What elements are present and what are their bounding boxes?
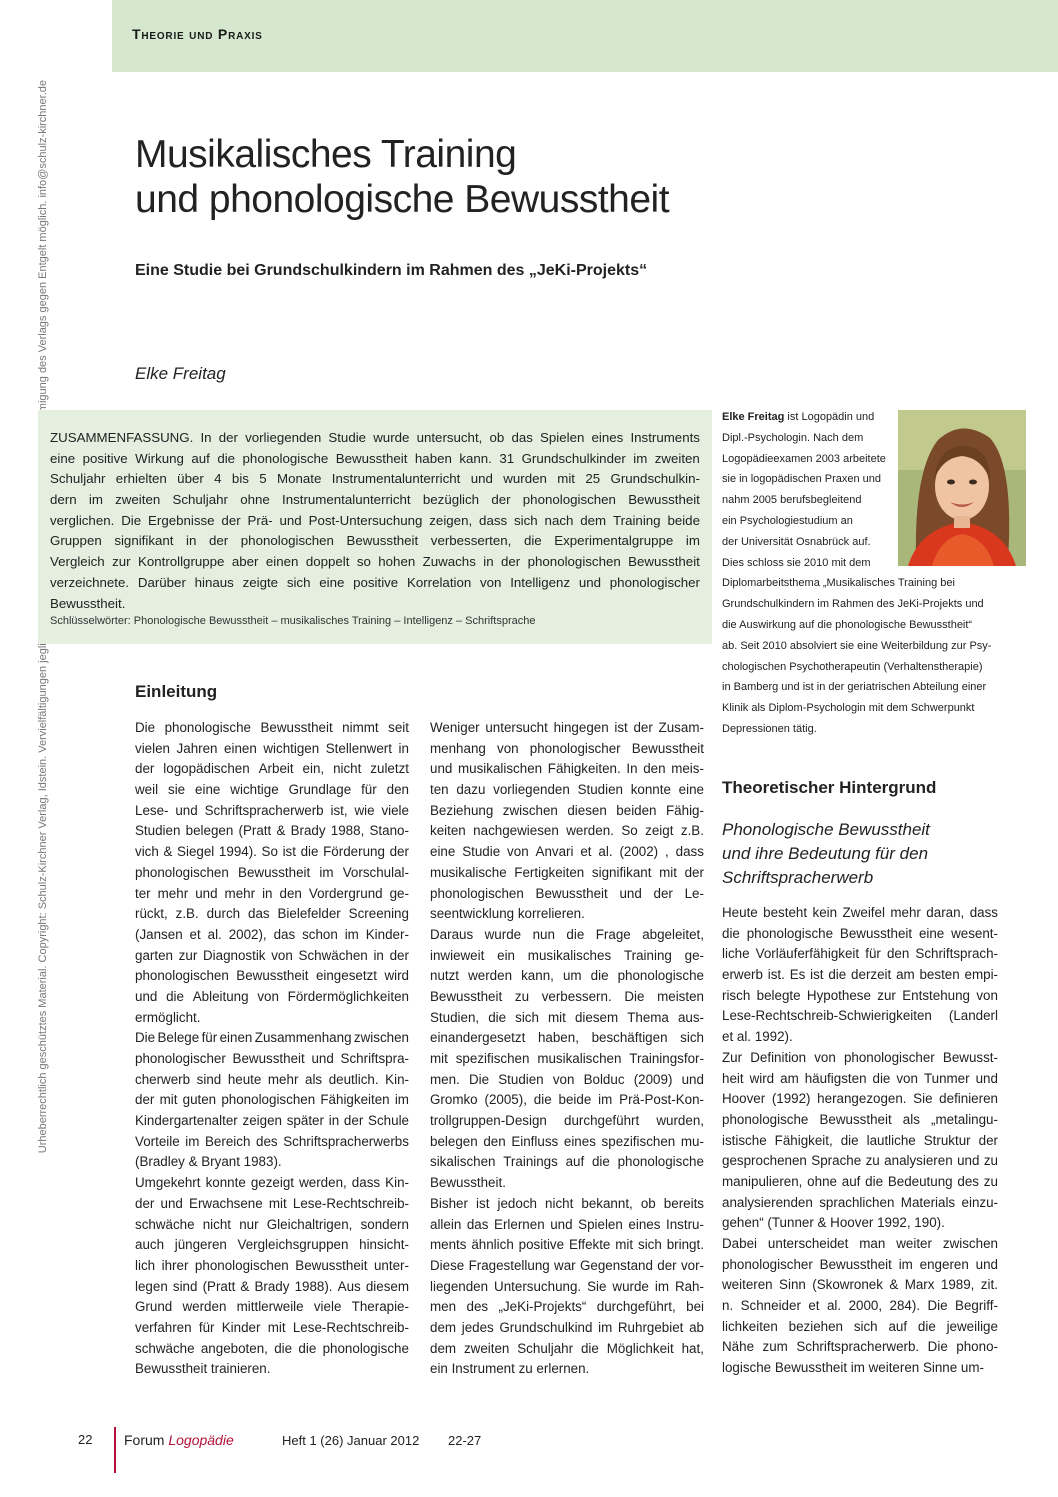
text-line: men. Die Studien von Bolduc (2009) und — [430, 1071, 704, 1087]
abstract-line: verzeichnete. Darüber hinaus zeigte sich eine positive Korrelation von Intelligenz und phonologischer — [50, 574, 700, 590]
text-column-2 — [430, 718, 704, 1380]
article-title — [135, 132, 755, 222]
abstract-line: dern im zweiten Schuljahr ohne Instrumentalunterricht bezüglich der phonologischen Bewusstheit — [50, 492, 700, 508]
text-line: schwäche nicht nur Gleichaltrigen, sondern — [135, 1216, 409, 1232]
text-line: dem zweiten Schuljahr die Möglichkeit hat, — [430, 1340, 704, 1356]
text-line: Gromko (2005), die beide im Prä-Post-Kon- — [430, 1092, 704, 1108]
text-line: Bisher ist jedoch nicht bekannt, ob bereits — [430, 1195, 704, 1211]
text-line: auch jüngeren Vergleichsgruppen hinsicht- — [135, 1237, 409, 1253]
abstract-line: Gruppen signifikant in der phonologischen Bewusstheit verbesserten, die Experimentalgruppe im — [50, 533, 700, 549]
text-line: eine Studie von Anvari et al. (2002) , dass — [430, 844, 704, 860]
text-line: einandergesetzt haben, beschäftigen sich — [430, 1030, 704, 1046]
brand-logopaedie: Logopädie — [168, 1432, 234, 1448]
text-line: gehen“ (Tunner & Hoover 1992, 190). — [722, 1215, 945, 1231]
text-line: weil sie eine wichtige Grundlage für den — [135, 782, 409, 798]
text-line: menhang von phonologischer Bewusstheit — [430, 740, 704, 756]
keywords: Schlüsselwörter: Phonologische Bewusstheit – musikalisches Training – Intelligenz – Schriftsprache — [50, 615, 536, 627]
bio-line: die Auswirkung auf die phonologische Bewusstheit“ — [722, 618, 973, 631]
text-line: mit spezifischen musikalischen Trainingsfor- — [430, 1051, 704, 1066]
text-line: Diese Fragestellung war Gegenstand der vor- — [430, 1257, 704, 1273]
text-line: phonologischen Bewusstheit und der Le- — [430, 885, 704, 901]
text-line: Vorteile im Bereich des Schriftspracherwerbs — [135, 1133, 409, 1149]
text-line: liegenden Untersuchung. Sie wurde im Rah- — [430, 1278, 704, 1294]
text-line: und musikalischen Fähigkeiten. In den meis- — [430, 761, 704, 777]
text-line: trollgruppen-Design durchgeführt wurden, — [430, 1113, 704, 1129]
text-line: Beziehung zwischen diesen beiden Fähig- — [430, 802, 704, 818]
abstract-line: verglichen. Die Ergebnisse der Prä- und Post-Untersuchung zeigen, dass sich nach dem Training beide — [50, 512, 700, 528]
text-line: (Bradley & Bryant 1983). — [135, 1154, 282, 1170]
side-copyright-notice — [36, 80, 50, 1440]
text-line: phonologischer Bewusstheit im engeren und — [722, 1256, 998, 1272]
text-line: Daraus wurde nun die Frage abgeleitet, — [430, 926, 704, 942]
text-line: Bewusstheit trainieren. — [135, 1361, 271, 1377]
text-line: allein das Erlernen und Spielen eines Instru- — [430, 1216, 704, 1232]
text-line: lich ihrer phonologischen Bewusstheit unter- — [135, 1257, 409, 1273]
article-pages: 22-27 — [448, 1433, 482, 1448]
text-line: Studien belegen (Pratt & Brady 1988, Stano- — [135, 823, 409, 839]
subsection-heading-line: Schriftspracherwerb — [722, 868, 874, 887]
text-line: Die Belege für einen Zusammenhang zwischen — [135, 1030, 409, 1046]
text-line: der mit guten phonologischen Fähigkeiten im — [135, 1092, 409, 1108]
abstract-text — [50, 428, 700, 614]
text-line: manipulieren, ohne auf die Bedeutung des zu — [722, 1173, 998, 1189]
text-line: liche Vorläuferfähigkeit für den Schriftsprach- — [722, 946, 998, 962]
text-line: gesprochenen Sprache zu analysieren und zu — [722, 1153, 998, 1169]
bio-line: ab. Seit 2010 absolviert sie eine Weiterbildung zur Psy- — [722, 639, 992, 652]
bio-line: Diplomarbeitsthema „Musikalisches Training bei — [722, 577, 955, 590]
text-line: vich & Siegel 1994). So ist die Förderung der — [135, 844, 409, 860]
text-line: rückt, z.B. durch das Bielefelder Screening — [135, 906, 409, 922]
text-line: phonologischen Bewusstheit im Vorschulal- — [135, 864, 409, 880]
bio-line: Logopädieexamen 2003 arbeitete — [722, 452, 886, 465]
text-line: erwerb ist. Es ist die derzeit am besten empi- — [722, 967, 998, 983]
text-line: schwäche angeboten, die die phonologische — [135, 1340, 409, 1356]
text-line: legen sind (Pratt & Brady 1988). Aus diesem — [135, 1278, 409, 1294]
bio-line: Klinik als Diplom-Psychologin mit dem Schwerpunkt — [722, 702, 975, 715]
title-line-1: Musikalisches Training — [135, 133, 517, 176]
bio-line: Depressionen tätig. — [722, 722, 817, 735]
text-line: inwieweit ein musikalisches Training ge- — [430, 947, 704, 963]
bio-line-rest: ist Logopädin und — [784, 411, 875, 423]
text-line: logische Bewusstheit im weiteren Sinne um- — [722, 1360, 984, 1376]
text-line: phonologischen Bewusstheit eingesetzt wird — [135, 968, 409, 984]
section-label: Theorie und Praxis — [132, 26, 263, 42]
text-line: garten zur Diagnostik von Schwächen in der — [135, 947, 409, 963]
text-line: Grund werden mittlerweile viele Therapie- — [135, 1299, 409, 1315]
text-line: Bewusstheit. — [430, 1175, 506, 1191]
bio-line: nahm 2005 berufsbegleitend — [722, 494, 862, 507]
brand-forum: Forum — [124, 1432, 165, 1448]
text-line: Dabei unterscheidet man weiter zwischen — [722, 1236, 998, 1251]
text-line: (Jansen et al. 2002), das schon im Kinder- — [135, 926, 409, 942]
abstract-line: Vergleich zur Kontrollgruppe aber einen doppelt so hohen Zuwachs in der phonologischen Bewusstheit — [50, 554, 700, 570]
text-line: ter mehr und mehr in den Vordergrund ge- — [135, 885, 409, 901]
text-line: weiteren Sinn (Skowronek & Marx 1989, zit. — [722, 1277, 998, 1293]
abstract-line: Schuljahr erhielten über 4 bis 5 Monate Instrumentalunterricht und wurden mit 25 Grundschulkin- — [50, 471, 700, 487]
text-line: istische Fähigkeit, die lautliche Struktur der — [722, 1132, 998, 1148]
bio-line: der Universität Osnabrück auf. — [722, 535, 871, 548]
text-line: belegen den Einfluss eines spezifischen mu- — [430, 1133, 704, 1149]
bio-line: sie in logopädischen Praxen und — [722, 473, 882, 486]
bio-line: ein Psychologiestudium an — [722, 514, 853, 527]
text-line: sikalischen Trainings auf die phonologische — [430, 1154, 704, 1170]
text-line: Lese-Rechtschreib-Schwierigkeiten (Landerl — [722, 1008, 998, 1024]
bio-line: Grundschulkindern im Rahmen des JeKi-Projekts und — [722, 598, 984, 611]
bio-line: in Bamberg und ist in der geriatrischen Abteilung einer — [722, 681, 987, 694]
text-line: seentwicklung korrelieren. — [430, 906, 585, 922]
article-author: Elke Freitag — [135, 364, 226, 383]
text-line: Umgekehrt konnte gezeigt werden, dass Kin- — [135, 1175, 409, 1191]
bio-line: chologischen Psychotherapeutin (Verhaltenstherapie) — [722, 660, 983, 673]
text-line: musikalische Fertigkeiten signifikant mit der — [430, 864, 704, 880]
text-column-1 — [135, 718, 409, 1380]
title-line-2: und phonologische Bewusstheit — [135, 178, 670, 221]
text-line: Lese- und Schriftspracherwerb ist, wie viele — [135, 802, 409, 818]
text-line: Zur Definition von phonologischer Bewusst- — [722, 1049, 998, 1065]
text-line: Weniger untersucht hingegen ist der Zusam- — [430, 720, 704, 735]
text-line: vielen Jahren einen wichtigen Stellenwert in — [135, 740, 409, 756]
text-line: phonologischer Bewusstheit und Schriftspra- — [135, 1051, 409, 1066]
text-line: nutzt werden kann, um die phonologische — [430, 968, 704, 984]
subsection-heading — [722, 818, 1022, 890]
bio-line: Dipl.-Psychologin. Nach dem — [722, 431, 864, 444]
section-heading-einleitung: Einleitung — [135, 682, 218, 701]
text-line: lichkeiten beziehen sich auf die jeweilige — [722, 1318, 998, 1334]
text-column-3 — [722, 903, 998, 1379]
text-line: Nähe zum Schriftspracherwerb. Die phono- — [722, 1339, 998, 1355]
article-subtitle: Eine Studie bei Grundschulkindern im Rahmen des „JeKi-Projekts“ — [135, 262, 648, 279]
text-line: ermöglicht. — [135, 1009, 201, 1025]
text-line: n. Schneider et al. 2000, 284). Die Begriff- — [722, 1298, 998, 1314]
text-line: risch belegte Hypothese zur Entstehung von — [722, 987, 998, 1003]
text-line: der logopädischen Arbeit ein, nicht zuletzt — [135, 761, 409, 777]
text-line: phonologische Bewusstheit als „metalingu- — [722, 1111, 998, 1127]
page-number: 22 — [78, 1432, 93, 1447]
text-line: keiten nachgewiesen werden. So zeigt z.B. — [430, 823, 704, 839]
text-line: Heute besteht kein Zweifel mehr daran, dass — [722, 905, 998, 920]
abstract-line: Bewusstheit. — [50, 595, 126, 611]
footer-divider — [114, 1427, 116, 1473]
bio-name: Elke Freitag — [722, 411, 785, 423]
journal-brand — [124, 1432, 234, 1448]
text-line: die phonologische Bewusstheit eine wesent- — [722, 925, 998, 941]
text-line: dem jedes Grundschulkind im Ruhrgebiet ab — [430, 1319, 704, 1335]
text-line: Kindergartenalter zeigen später in der Schule — [135, 1113, 409, 1129]
journal-issue: Heft 1 (26) Januar 2012 — [282, 1433, 420, 1448]
text-line: et al. 1992). — [722, 1029, 793, 1045]
text-line: Die phonologische Bewusstheit nimmt seit — [135, 720, 409, 735]
text-line: verfahren für Kinder mit Lese-Rechtschreib- — [135, 1319, 409, 1335]
text-line: Bewusstheit zu verbessern. Die meisten — [430, 988, 704, 1004]
text-line: der und Erwachsene mit Lese-Rechtschreib- — [135, 1195, 409, 1211]
subsection-heading-line: Phonologische Bewusstheit — [722, 820, 930, 839]
text-line: Hoover (1992) herangezogen. Sie definieren — [722, 1091, 998, 1107]
author-photo — [898, 410, 1026, 566]
bio-line: Dies schloss sie 2010 mit dem — [722, 556, 871, 569]
text-line: ments ähnlich positive Effekte mit sich bringt. — [430, 1237, 704, 1253]
text-line: analysierenden sprachlichen Materials einzu- — [722, 1194, 998, 1210]
section-heading-theorie: Theoretischer Hintergrund — [722, 778, 937, 797]
abstract-line: ZUSAMMENFASSUNG. In der vorliegenden Studie wurde untersucht, ob das Spielen eines Instruments — [50, 430, 700, 445]
text-line: men des „JeKi-Projekts“ durchgeführt, bei — [430, 1299, 704, 1315]
text-line: heit wird am häufigsten die von Tunmer und — [722, 1070, 998, 1086]
text-line: cherwerb sind heute mehr als deutlich. Kin- — [135, 1071, 409, 1087]
text-line: ten dazu vorliegenden Studien konnte eine — [430, 782, 704, 798]
subsection-heading-line: und ihre Bedeutung für den — [722, 844, 929, 863]
abstract-line: eine positive Wirkung auf die phonologische Bewusstheit haben kann. 31 Grundschulkinder im zweiten — [50, 450, 700, 466]
text-line: Studien, die sich mit diesem Thema aus- — [430, 1009, 704, 1025]
text-line: ein Instrument zu erlernen. — [430, 1361, 590, 1377]
text-line: und die Ableitung von Fördermöglichkeiten — [135, 988, 409, 1004]
